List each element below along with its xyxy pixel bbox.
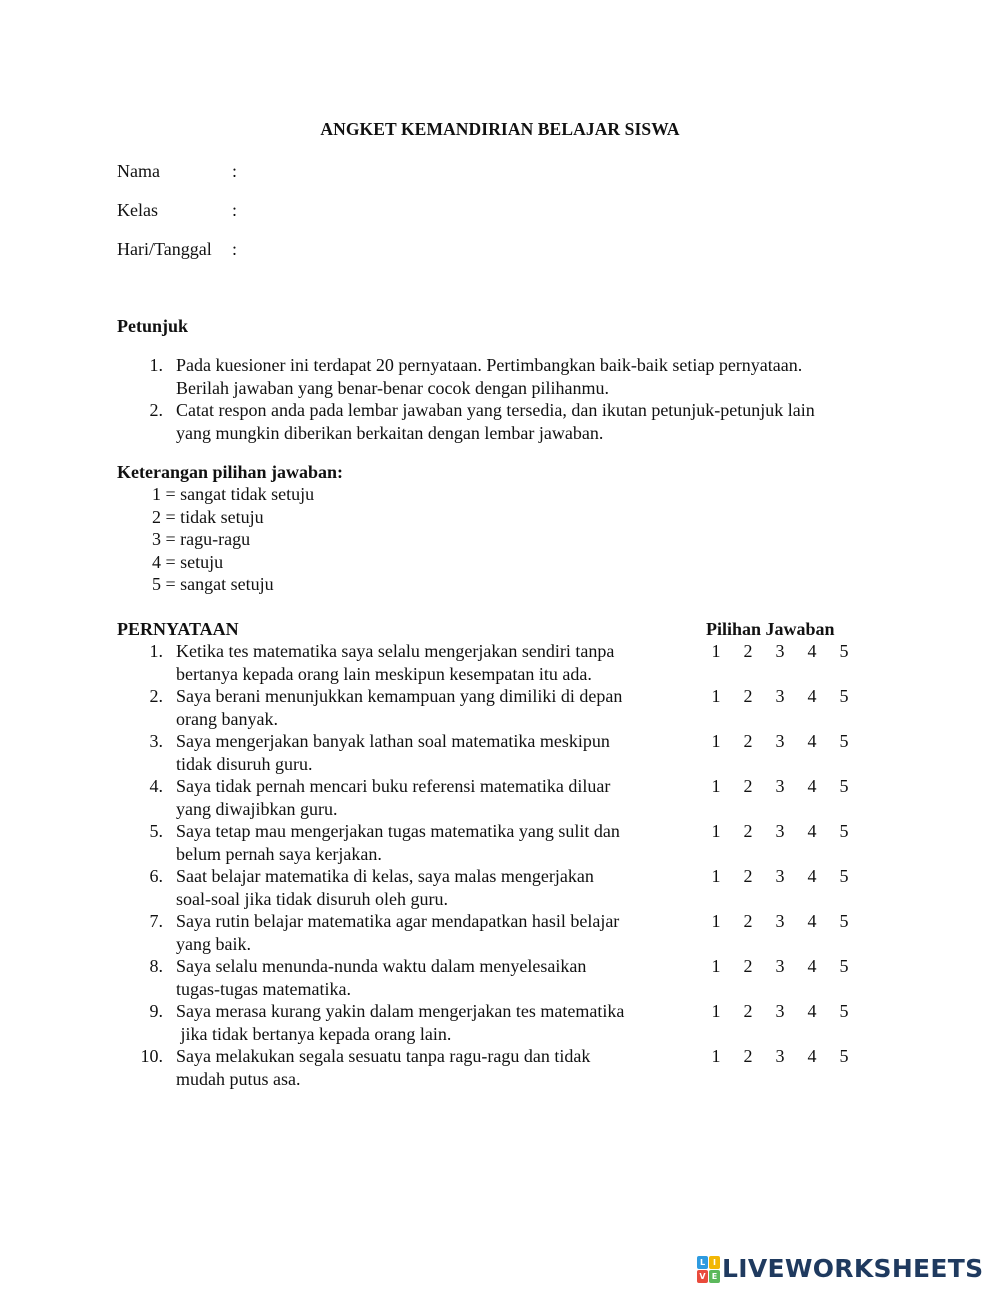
identity-label: Kelas bbox=[117, 200, 158, 220]
answer-option-5[interactable]: 5 bbox=[839, 1046, 849, 1066]
answer-option-5[interactable]: 5 bbox=[839, 731, 849, 751]
answer-choices bbox=[700, 911, 860, 932]
liveworksheets-watermark bbox=[697, 1254, 983, 1283]
identity-colon: : bbox=[232, 161, 238, 181]
answer-option-2[interactable]: 2 bbox=[743, 1001, 753, 1021]
statement-number: 6. bbox=[149, 866, 163, 886]
answer-option-1[interactable]: 1 bbox=[711, 911, 721, 931]
instruction-text: Catat respon anda pada lembar jawaban yang tersedia, dan ikutan petunjuk-petunjuk lain bbox=[176, 400, 815, 420]
answer-option-3[interactable]: 3 bbox=[775, 956, 785, 976]
answer-option-4[interactable]: 4 bbox=[807, 866, 817, 886]
answer-option-2[interactable]: 2 bbox=[743, 1046, 753, 1066]
answer-option-1[interactable]: 1 bbox=[711, 956, 721, 976]
answer-option-1[interactable]: 1 bbox=[711, 731, 721, 751]
identity-label: Hari/Tanggal bbox=[117, 239, 212, 259]
statement-number: 3. bbox=[149, 731, 163, 751]
answer-choices bbox=[700, 776, 860, 797]
answer-option-4[interactable]: 4 bbox=[807, 686, 817, 706]
page-title: ANGKET KEMANDIRIAN BELAJAR SISWA bbox=[320, 119, 680, 139]
answer-option-2[interactable]: 2 bbox=[743, 776, 753, 796]
instruction-text: Pada kuesioner ini terdapat 20 pernyataan. Pertimbangkan baik-baik setiap pernyataan. bbox=[176, 355, 803, 375]
legend-heading: Keterangan pilihan jawaban: bbox=[117, 462, 344, 482]
statement-text: Saya selalu menunda-nunda waktu dalam menyelesaikan bbox=[176, 956, 587, 976]
statement-text: Saya merasa kurang yakin dalam mengerjakan tes matematika bbox=[176, 1001, 625, 1021]
identity-colon: : bbox=[232, 200, 238, 220]
answer-option-3[interactable]: 3 bbox=[775, 821, 785, 841]
answer-option-4[interactable]: 4 bbox=[807, 1046, 817, 1066]
statement-text: Saya berani menunjukkan kemampuan yang dimiliki di depan bbox=[176, 686, 623, 706]
identity-label: Nama bbox=[117, 161, 160, 181]
answer-option-3[interactable]: 3 bbox=[775, 911, 785, 931]
statement-text: Saya tetap mau mengerjakan tugas matematika yang sulit dan bbox=[176, 821, 620, 841]
statement-number: 1. bbox=[149, 641, 163, 661]
answer-option-2[interactable]: 2 bbox=[743, 641, 753, 661]
answer-option-1[interactable]: 1 bbox=[711, 641, 721, 661]
answer-option-4[interactable]: 4 bbox=[807, 821, 817, 841]
statement-text: orang banyak. bbox=[176, 708, 278, 729]
statement-number: 9. bbox=[149, 1001, 163, 1021]
answer-option-5[interactable]: 5 bbox=[839, 956, 849, 976]
statement-text: yang baik. bbox=[176, 933, 251, 954]
statement-text: Ketika tes matematika saya selalu mengerjakan sendiri tanpa bbox=[176, 641, 615, 661]
statement-number: 8. bbox=[149, 956, 163, 976]
instruction-text: Berilah jawaban yang benar-benar cocok dengan pilihanmu. bbox=[176, 377, 609, 398]
answer-option-4[interactable]: 4 bbox=[807, 911, 817, 931]
statements-heading: PERNYATAAN bbox=[117, 619, 239, 639]
answer-option-4[interactable]: 4 bbox=[807, 1001, 817, 1021]
answer-option-4[interactable]: 4 bbox=[807, 956, 817, 976]
answer-option-2[interactable]: 2 bbox=[743, 821, 753, 841]
answer-option-5[interactable]: 5 bbox=[839, 686, 849, 706]
statement-text: tidak disuruh guru. bbox=[176, 753, 313, 774]
answer-option-5[interactable]: 5 bbox=[839, 866, 849, 886]
instruction-number: 1. bbox=[149, 355, 163, 375]
legend-item: 5 = sangat setuju bbox=[152, 574, 274, 595]
answer-choices bbox=[700, 641, 860, 662]
statement-text: bertanya kepada orang lain meskipun kesempatan itu ada. bbox=[176, 663, 592, 684]
answer-heading: Pilihan Jawaban bbox=[706, 619, 835, 639]
legend-item: 2 = tidak setuju bbox=[152, 506, 264, 527]
answer-choices bbox=[700, 686, 860, 707]
answer-option-1[interactable]: 1 bbox=[711, 776, 721, 796]
answer-option-3[interactable]: 3 bbox=[775, 1046, 785, 1066]
identity-colon: : bbox=[232, 239, 238, 259]
statement-text: Saat belajar matematika di kelas, saya malas mengerjakan bbox=[176, 866, 594, 886]
statement-text: soal-soal jika tidak disuruh oleh guru. bbox=[176, 888, 448, 909]
answer-option-2[interactable]: 2 bbox=[743, 911, 753, 931]
statement-text: Saya melakukan segala sesuatu tanpa ragu-ragu dan tidak bbox=[176, 1046, 591, 1066]
answer-option-1[interactable]: 1 bbox=[711, 1046, 721, 1066]
statement-text: Saya tidak pernah mencari buku referensi matematika diluar bbox=[176, 776, 611, 796]
answer-option-5[interactable]: 5 bbox=[839, 821, 849, 841]
answer-option-3[interactable]: 3 bbox=[775, 641, 785, 661]
answer-option-3[interactable]: 3 bbox=[775, 686, 785, 706]
answer-option-4[interactable]: 4 bbox=[807, 731, 817, 751]
statement-number: 10. bbox=[140, 1046, 163, 1066]
answer-option-3[interactable]: 3 bbox=[775, 731, 785, 751]
statement-number: 2. bbox=[149, 686, 163, 706]
answer-option-1[interactable]: 1 bbox=[711, 821, 721, 841]
statement-text: belum pernah saya kerjakan. bbox=[176, 843, 382, 864]
answer-option-5[interactable]: 5 bbox=[839, 911, 849, 931]
answer-option-3[interactable]: 3 bbox=[775, 776, 785, 796]
answer-option-1[interactable]: 1 bbox=[711, 1001, 721, 1021]
answer-choices bbox=[700, 866, 860, 887]
answer-option-3[interactable]: 3 bbox=[775, 866, 785, 886]
statement-text: mudah putus asa. bbox=[176, 1068, 301, 1089]
answer-option-4[interactable]: 4 bbox=[807, 776, 817, 796]
answer-option-3[interactable]: 3 bbox=[775, 1001, 785, 1021]
answer-choices bbox=[700, 1046, 860, 1067]
answer-choices bbox=[700, 956, 860, 977]
statement-text: Saya rutin belajar matematika agar mendapatkan hasil belajar bbox=[176, 911, 620, 931]
statement-text: yang diwajibkan guru. bbox=[176, 798, 338, 819]
answer-choices bbox=[700, 731, 860, 752]
answer-option-2[interactable]: 2 bbox=[743, 686, 753, 706]
liveworksheets-logo-icon: L I V E bbox=[697, 1256, 719, 1282]
answer-option-2[interactable]: 2 bbox=[743, 956, 753, 976]
statement-text: jika tidak bertanya kepada orang lain. bbox=[176, 1023, 452, 1044]
statement-number: 5. bbox=[149, 821, 163, 841]
answer-option-2[interactable]: 2 bbox=[743, 866, 753, 886]
liveworksheets-logo-text: LIVEWORKSHEETS bbox=[722, 1254, 984, 1283]
answer-option-5[interactable]: 5 bbox=[839, 641, 849, 661]
legend-item: 3 = ragu-ragu bbox=[152, 529, 251, 550]
answer-option-4[interactable]: 4 bbox=[807, 641, 817, 661]
answer-option-5[interactable]: 5 bbox=[839, 776, 849, 796]
answer-option-2[interactable]: 2 bbox=[743, 731, 753, 751]
statement-number: 4. bbox=[149, 776, 163, 796]
legend-item: 4 = setuju bbox=[152, 551, 224, 572]
statement-text: tugas-tugas matematika. bbox=[176, 978, 351, 999]
instruction-number: 2. bbox=[149, 400, 163, 420]
statement-number: 7. bbox=[149, 911, 163, 931]
answer-option-5[interactable]: 5 bbox=[839, 1001, 849, 1021]
legend-item: 1 = sangat tidak setuju bbox=[152, 484, 315, 504]
answer-option-1[interactable]: 1 bbox=[711, 866, 721, 886]
instructions-heading: Petunjuk bbox=[117, 316, 189, 336]
answer-option-1[interactable]: 1 bbox=[711, 686, 721, 706]
statement-text: Saya mengerjakan banyak lathan soal matematika meskipun bbox=[176, 731, 610, 751]
answer-choices bbox=[700, 821, 860, 842]
answer-choices bbox=[700, 1001, 860, 1022]
instruction-text: yang mungkin diberikan berkaitan dengan lembar jawaban. bbox=[176, 422, 604, 443]
